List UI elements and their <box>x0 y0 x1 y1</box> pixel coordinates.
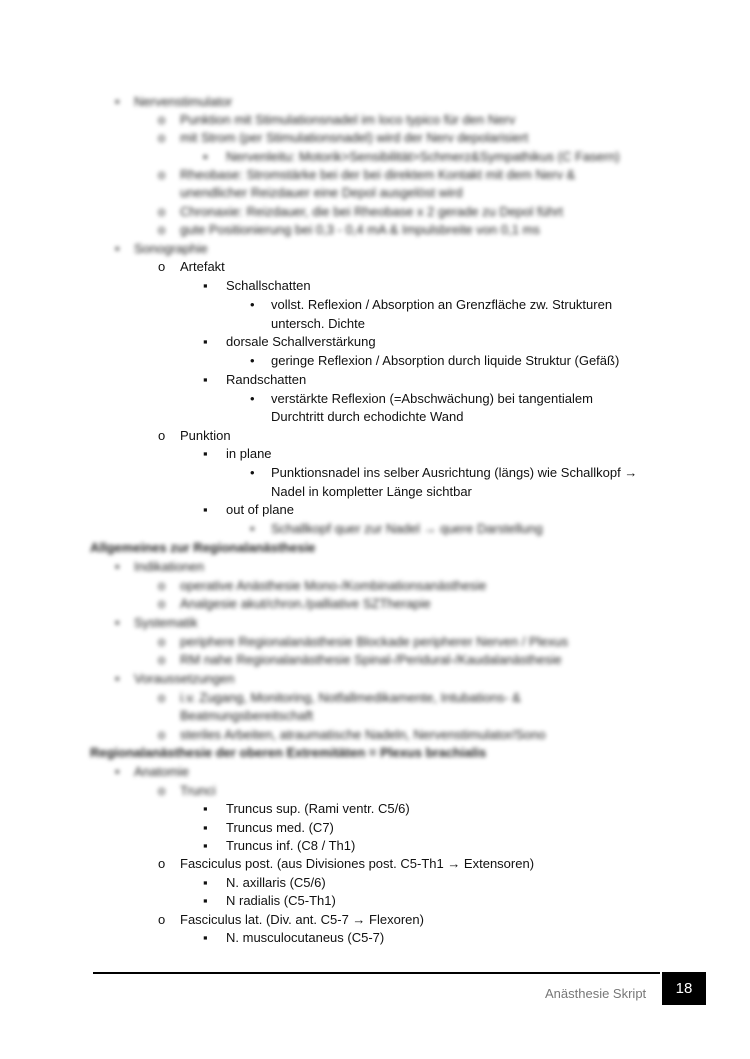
bullet-marker: • <box>115 94 120 109</box>
list-item: out of plane <box>226 502 294 517</box>
bullet-marker: o <box>158 912 166 927</box>
bullet-marker: ▪ <box>203 820 208 835</box>
list-item: Punktionsnadel ins selber Ausrichtung (längs) wie Schallkopf → <box>271 465 638 480</box>
bullet-marker: ▪ <box>203 930 208 945</box>
section-heading: Allgemeines zur Regionalanästhesie <box>90 540 316 555</box>
list-item: periphere Regionalanästhesie Blockade peripherer Nerven / Plexus <box>180 634 569 649</box>
bullet-marker: o <box>158 259 166 274</box>
list-item: RM nahe Regionalanästhesie Spinal-/Peridural-/Kaudalanästhesie <box>180 652 562 667</box>
list-item-continuation: untersch. Dichte <box>271 316 365 331</box>
list-item: Sonographie <box>134 241 208 256</box>
list-item: Randschatten <box>226 372 307 387</box>
bullet-marker: o <box>158 856 166 871</box>
list-item-continuation: Durchtritt durch echodichte Wand <box>271 409 464 424</box>
bullet-marker: o <box>158 783 166 798</box>
bullet-marker: o <box>158 652 166 667</box>
list-item: Punktion <box>180 428 231 443</box>
list-item: N. musculocutaneus (C5-7) <box>226 930 385 945</box>
bullet-marker: ▪ <box>203 372 208 387</box>
list-item: i.v. Zugang, Monitoring, Notfallmedikamente, Intubations- & <box>180 690 521 705</box>
footer-divider <box>93 972 660 974</box>
bullet-marker: • <box>250 391 255 406</box>
list-item: Nervenleitu: Motorik>Sensibilität>Schmerz&Sympathikus (C Fasern) <box>226 149 620 164</box>
section-heading: Regionalanästhesie der oberen Extremitäten = Plexus brachialis <box>90 745 487 760</box>
list-item: Nervenstimulator <box>134 94 233 109</box>
list-item: vollst. Reflexion / Absorption an Grenzfläche zw. Strukturen <box>271 297 613 312</box>
bullet-marker: o <box>158 634 166 649</box>
list-item-continuation: Beatmungsbereitschaft <box>180 708 313 723</box>
bullet-marker: o <box>158 130 166 145</box>
list-item-continuation: unendlicher Reizdauer eine Depol ausgelöst wird <box>180 185 463 200</box>
list-item: dorsale Schallverstärkung <box>226 334 376 349</box>
bullet-marker: • <box>250 297 255 312</box>
list-item: Systematik <box>134 615 198 630</box>
bullet-marker: o <box>158 222 166 237</box>
list-item: Artefakt <box>180 259 225 274</box>
bullet-marker: o <box>158 167 166 182</box>
list-item: Analgesie akut/chron./palliative SZTherapie <box>180 596 431 611</box>
bullet-marker: • <box>115 241 120 256</box>
list-item: N. axillaris (C5/6) <box>226 875 326 890</box>
bullet-marker: • <box>115 559 120 574</box>
bullet-marker: ▪ <box>203 278 208 293</box>
list-item: gute Positionierung bei 0,3 - 0,4 mA & Impulsbreite von 0,1 ms <box>180 222 540 237</box>
page-number: 18 <box>662 972 706 1005</box>
list-item: geringe Reflexion / Absorption durch liquide Struktur (Gefäß) <box>271 353 620 368</box>
list-item: Schallschatten <box>226 278 311 293</box>
list-item: Rheobase: Stromstärke bei der bei direktem Kontakt mit dem Nerv & <box>180 167 576 182</box>
list-item: Anatomie <box>134 764 189 779</box>
list-item-continuation: Nadel in kompletter Länge sichtbar <box>271 484 472 499</box>
bullet-marker: o <box>158 112 166 127</box>
bullet-marker: o <box>158 578 166 593</box>
footer-title: Anästhesie Skript <box>545 986 647 1001</box>
bullet-marker: ▪ <box>203 875 208 890</box>
list-item: N radialis (C5-Th1) <box>226 893 336 908</box>
list-item: Truncus med. (C7) <box>226 820 334 835</box>
list-item: Fasciculus lat. (Div. ant. C5-7 → Flexoren) <box>180 912 424 927</box>
bullet-marker: ▪ <box>203 149 208 164</box>
bullet-marker: • <box>115 671 120 686</box>
bullet-marker: ▪ <box>203 334 208 349</box>
list-item: in plane <box>226 446 272 461</box>
bullet-marker: o <box>158 204 166 219</box>
list-item: mit Strom (per Stimulationsnadel) wird der Nerv depolarisiert <box>180 130 529 145</box>
list-item: verstärkte Reflexion (=Abschwächung) bei tangentialem <box>271 391 593 406</box>
bullet-marker: • <box>115 615 120 630</box>
bullet-marker: o <box>158 596 166 611</box>
list-item: operative Anästhesie Mono-/Kombinationsanästhesie <box>180 578 487 593</box>
list-item: Trunci <box>180 783 216 798</box>
bullet-marker: o <box>158 727 166 742</box>
list-item: Schallkopf quer zur Nadel → quere Darstellung <box>271 521 543 536</box>
list-item: Chronaxie: Reizdauer, die bei Rheobase x 2 gerade zu Depol führt <box>180 204 564 219</box>
list-item: Fasciculus post. (aus Divisiones post. C5-Th1 → Extensoren) <box>180 856 535 871</box>
bullet-marker: ▪ <box>203 446 208 461</box>
list-item: Truncus sup. (Rami ventr. C5/6) <box>226 801 410 816</box>
list-item: Voraussetzungen <box>134 671 235 686</box>
bullet-marker: o <box>158 690 166 705</box>
bullet-marker: o <box>158 428 166 443</box>
bullet-marker: • <box>115 764 120 779</box>
bullet-marker: • <box>250 521 255 536</box>
bullet-marker: • <box>250 353 255 368</box>
list-item: Truncus inf. (C8 / Th1) <box>226 838 356 853</box>
bullet-marker: ▪ <box>203 893 208 908</box>
list-item: steriles Arbeiten, atraumatische Nadeln, Nervenstimulator/Sono <box>180 727 546 742</box>
bullet-marker: ▪ <box>203 801 208 816</box>
bullet-marker: ▪ <box>203 502 208 517</box>
bullet-marker: ▪ <box>203 838 208 853</box>
bullet-marker: • <box>250 465 255 480</box>
list-item: Punktion mit Stimulationsnadel im loco typico für den Nerv <box>180 112 516 127</box>
list-item: Indikationen <box>134 559 205 574</box>
